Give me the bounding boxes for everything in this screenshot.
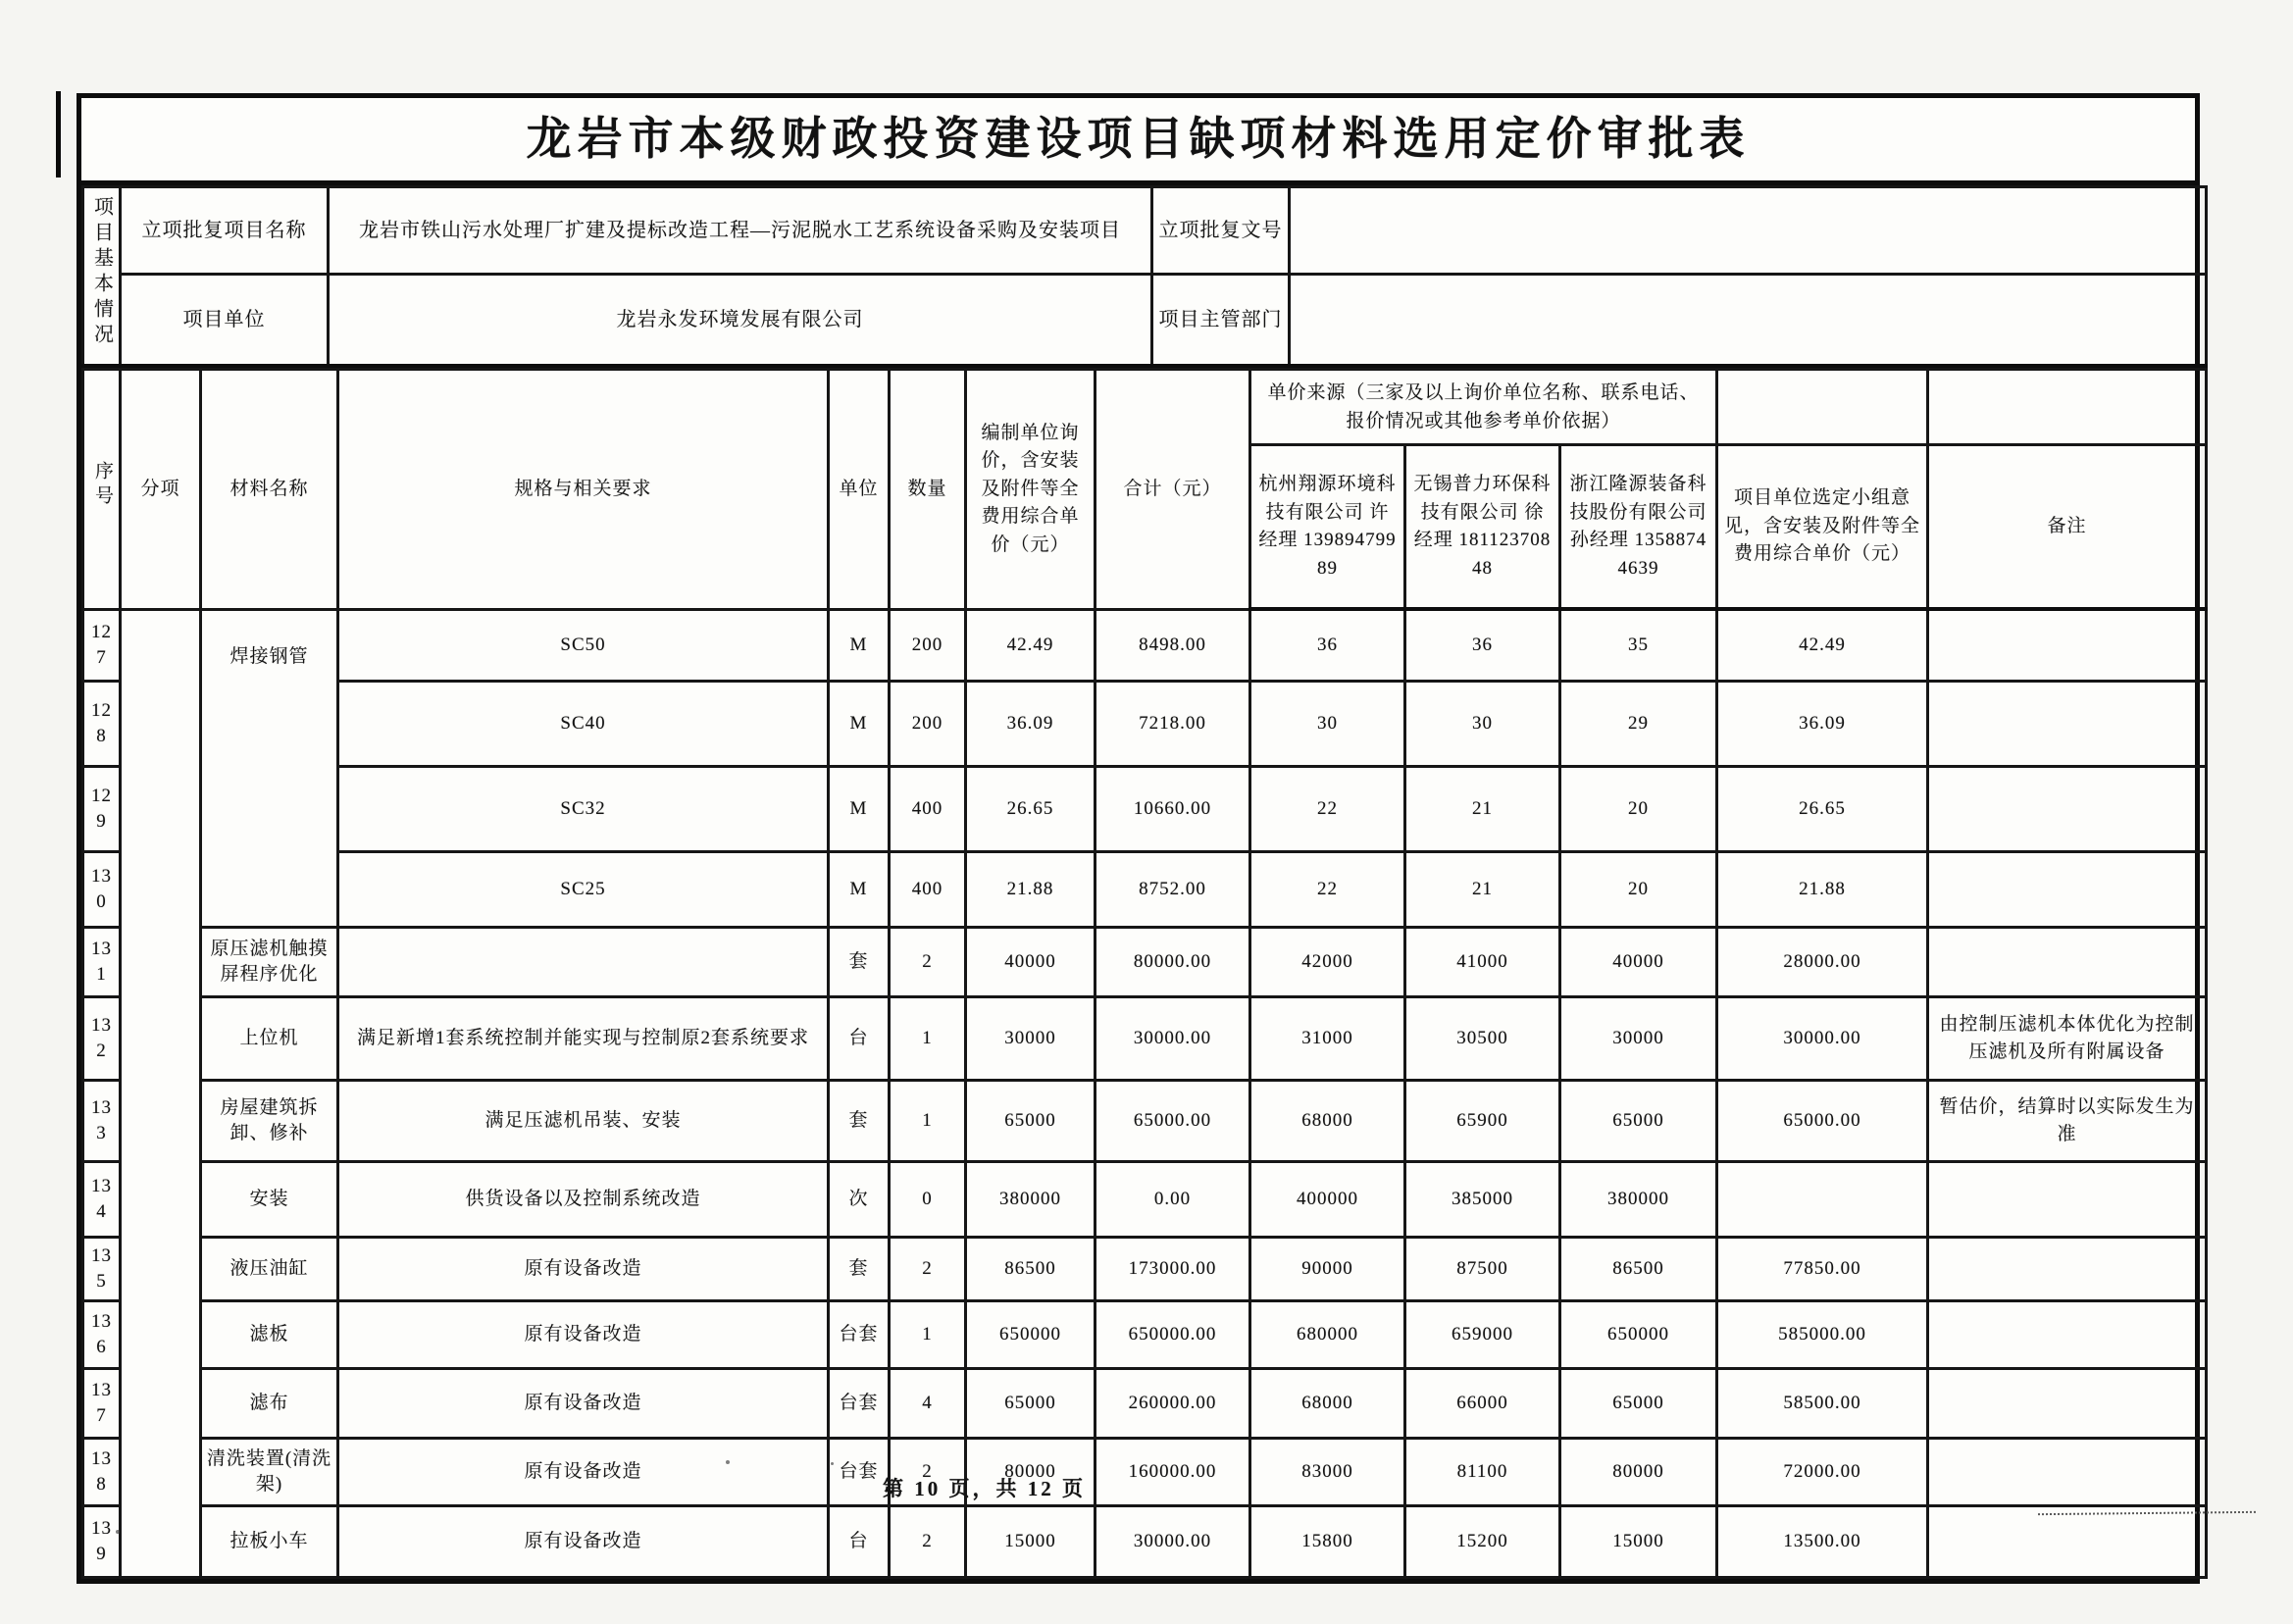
project-name-value: 龙岩市铁山污水处理厂扩建及提标改造工程—污泥脱水工艺系统设备采购及安装项目 [329, 187, 1152, 275]
scan-speck [116, 1530, 120, 1534]
cell-vendor3-quote: 650000 [1560, 1301, 1717, 1369]
cell-price: 80000 [966, 1439, 1096, 1506]
cell-qty: 2 [890, 1439, 966, 1506]
cell-remark [1928, 1162, 2207, 1238]
cell-selected-price [1717, 1162, 1928, 1238]
cell-vendor1-quote: 68000 [1250, 1081, 1405, 1162]
cell-vendor1-quote: 15800 [1250, 1506, 1405, 1578]
cell-unit: M [829, 609, 890, 682]
cell-spec: 供货设备以及控制系统改造 [338, 1162, 829, 1238]
cell-selected-price: 36.09 [1717, 682, 1928, 767]
cell-material: 滤布 [201, 1369, 338, 1439]
cell-vendor3-quote: 380000 [1560, 1162, 1717, 1238]
cell-vendor3-quote: 65000 [1560, 1081, 1717, 1162]
cell-total: 7218.00 [1096, 682, 1250, 767]
cell-qty: 1 [890, 1081, 966, 1162]
cell-total: 80000.00 [1096, 928, 1250, 997]
cell-remark [1928, 1369, 2207, 1439]
cell-remark [1928, 928, 2207, 997]
table-row [83, 767, 2207, 852]
cell-vendor2-quote: 21 [1405, 767, 1560, 852]
cell-unit: M [829, 682, 890, 767]
col-header-spec: 规格与相关要求 [338, 370, 829, 610]
table-row [83, 609, 2207, 682]
cell-total: 8498.00 [1096, 609, 1250, 682]
cell-selected-price: 42.49 [1717, 609, 1928, 682]
col-header-subitem: 分项 [121, 370, 201, 610]
cell-price: 15000 [966, 1506, 1096, 1578]
cell-qty: 4 [890, 1369, 966, 1439]
cell-price: 650000 [966, 1301, 1096, 1369]
cell-vendor3-quote: 29 [1560, 682, 1717, 767]
cell-remark [1928, 1439, 2207, 1506]
cell-price: 30000 [966, 997, 1096, 1081]
cell-selected-price: 65000.00 [1717, 1081, 1928, 1162]
cell-selected-price: 72000.00 [1717, 1439, 1928, 1506]
cell-unit: 台 [829, 1506, 890, 1578]
approval-no-value [1290, 187, 2207, 275]
cell-vendor3-quote: 65000 [1560, 1369, 1717, 1439]
cell-price: 21.88 [966, 852, 1096, 928]
cell-remark [1928, 609, 2207, 682]
cell-total: 10660.00 [1096, 767, 1250, 852]
cell-vendor3-quote: 15000 [1560, 1506, 1717, 1578]
cell-unit: 台 [829, 997, 890, 1081]
cell-total: 260000.00 [1096, 1369, 1250, 1439]
cell-seq: 138 [83, 1439, 121, 1506]
col-header-selected-spacer [1717, 370, 1928, 445]
cell-unit: 套 [829, 1081, 890, 1162]
col-header-vendor1: 杭州翔源环境科技有限公司 许经理 13989479989 [1250, 445, 1405, 610]
cell-seq: 133 [83, 1081, 121, 1162]
project-name-label: 立项批复项目名称 [121, 187, 329, 275]
cell-qty: 0 [890, 1162, 966, 1238]
cell-vendor3-quote: 20 [1560, 767, 1717, 852]
table-row [83, 928, 2207, 997]
cell-vendor3-quote: 35 [1560, 609, 1717, 682]
cell-remark [1928, 1238, 2207, 1301]
approval-form [76, 93, 2200, 1584]
col-header-vendor3: 浙江隆源装备科技股份有限公司 孙经理 13588744639 [1560, 445, 1717, 610]
cell-unit: 套 [829, 1238, 890, 1301]
cell-vendor2-quote: 385000 [1405, 1162, 1560, 1238]
col-header-remark-spacer [1928, 370, 2207, 445]
cell-seq: 131 [83, 928, 121, 997]
cell-unit: M [829, 852, 890, 928]
cell-vendor3-quote: 86500 [1560, 1238, 1717, 1301]
table-row [83, 852, 2207, 928]
section-label: 项目基本情况 [90, 195, 113, 349]
cell-spec: SC25 [338, 852, 829, 928]
col-header-vendor2: 无锡普力环保科技有限公司 徐经理 18112370848 [1405, 445, 1560, 610]
cell-selected-price: 13500.00 [1717, 1506, 1928, 1578]
cell-seq: 139 [83, 1506, 121, 1578]
table-row [83, 1162, 2207, 1238]
cell-price: 65000 [966, 1081, 1096, 1162]
cell-spec: 原有设备改造 [338, 1369, 829, 1439]
cell-total: 65000.00 [1096, 1081, 1250, 1162]
cell-vendor2-quote: 66000 [1405, 1369, 1560, 1439]
table-row [83, 682, 2207, 767]
cell-price: 86500 [966, 1238, 1096, 1301]
cell-remark [1928, 1301, 2207, 1369]
cell-vendor1-quote: 30 [1250, 682, 1405, 767]
cell-price: 380000 [966, 1162, 1096, 1238]
cell-seq: 128 [83, 682, 121, 767]
section-label-cell [83, 187, 121, 367]
col-header-material: 材料名称 [201, 370, 338, 610]
scan-edge-artifact [56, 91, 61, 178]
cell-unit: 台套 [829, 1301, 890, 1369]
cell-unit: 套 [829, 928, 890, 997]
table-row [83, 1301, 2207, 1369]
cell-selected-price: 30000.00 [1717, 997, 1928, 1081]
cell-total: 8752.00 [1096, 852, 1250, 928]
cell-qty: 2 [890, 928, 966, 997]
cell-selected-price: 28000.00 [1717, 928, 1928, 997]
cell-total: 30000.00 [1096, 997, 1250, 1081]
cell-vendor2-quote: 65900 [1405, 1081, 1560, 1162]
cell-vendor1-quote: 22 [1250, 767, 1405, 852]
cell-vendor1-quote: 400000 [1250, 1162, 1405, 1238]
cell-spec: 满足新增1套系统控制并能实现与控制原2套系统要求 [338, 997, 829, 1081]
col-header-qty: 数量 [890, 370, 966, 610]
cell-seq: 132 [83, 997, 121, 1081]
table-row [83, 1081, 2207, 1162]
cell-vendor3-quote: 80000 [1560, 1439, 1717, 1506]
cell-vendor1-quote: 42000 [1250, 928, 1405, 997]
cell-vendor2-quote: 659000 [1405, 1301, 1560, 1369]
cell-seq: 129 [83, 767, 121, 852]
cell-qty: 400 [890, 852, 966, 928]
cell-price: 42.49 [966, 609, 1096, 682]
cell-vendor2-quote: 36 [1405, 609, 1560, 682]
unit-label: 项目单位 [121, 275, 329, 367]
cell-spec: 原有设备改造 [338, 1439, 829, 1506]
scan-speck [831, 1462, 834, 1465]
page-title: 龙岩市本级财政投资建设项目缺项材料选用定价审批表 [81, 98, 2195, 185]
cell-selected-price: 585000.00 [1717, 1301, 1928, 1369]
col-header-unit: 单位 [829, 370, 890, 610]
table-row [83, 997, 2207, 1081]
cell-material: 安装 [201, 1162, 338, 1238]
table-row [83, 1439, 2207, 1506]
cell-vendor3-quote: 30000 [1560, 997, 1717, 1081]
table-row [83, 1369, 2207, 1439]
cell-price: 65000 [966, 1369, 1096, 1439]
cell-spec: SC32 [338, 767, 829, 852]
scan-speck [726, 1460, 730, 1464]
cell-material: 原压滤机触摸屏程序优化 [201, 928, 338, 997]
cell-unit: M [829, 767, 890, 852]
col-header-selected-price: 项目单位选定小组意见，含安装及附件等全费用综合单价（元） [1717, 445, 1928, 610]
cell-seq: 134 [83, 1162, 121, 1238]
approval-no-label: 立项批复文号 [1152, 187, 1290, 275]
cell-unit: 台套 [829, 1439, 890, 1506]
cell-vendor2-quote: 15200 [1405, 1506, 1560, 1578]
cell-vendor2-quote: 41000 [1405, 928, 1560, 997]
cell-qty: 2 [890, 1506, 966, 1578]
cell-total: 650000.00 [1096, 1301, 1250, 1369]
cell-seq: 136 [83, 1301, 121, 1369]
cell-material: 清洗装置(清洗架) [201, 1439, 338, 1506]
cell-material: 液压油缸 [201, 1238, 338, 1301]
cell-vendor1-quote: 36 [1250, 609, 1405, 682]
cell-total: 160000.00 [1096, 1439, 1250, 1506]
cell-seq: 137 [83, 1369, 121, 1439]
cell-material: 滤板 [201, 1301, 338, 1369]
cell-remark: 由控制压滤机本体优化为控制压滤机及所有附属设备 [1928, 997, 2207, 1081]
table-row [83, 1238, 2207, 1301]
cell-spec [338, 928, 829, 997]
cell-seq: 130 [83, 852, 121, 928]
cell-spec: 满足压滤机吊装、安装 [338, 1081, 829, 1162]
cell-price: 36.09 [966, 682, 1096, 767]
cell-vendor1-quote: 83000 [1250, 1439, 1405, 1506]
cell-selected-price: 58500.00 [1717, 1369, 1928, 1439]
cell-qty: 400 [890, 767, 966, 852]
cell-vendor2-quote: 21 [1405, 852, 1560, 928]
cell-vendor1-quote: 22 [1250, 852, 1405, 928]
cell-vendor3-quote: 20 [1560, 852, 1717, 928]
col-header-total: 合计（元） [1096, 370, 1250, 610]
cell-unit: 次 [829, 1162, 890, 1238]
cell-vendor1-quote: 90000 [1250, 1238, 1405, 1301]
cell-vendor1-quote: 68000 [1250, 1369, 1405, 1439]
cell-vendor2-quote: 81100 [1405, 1439, 1560, 1506]
cell-spec: SC50 [338, 609, 829, 682]
cell-remark [1928, 1506, 2207, 1578]
cell-remark [1928, 767, 2207, 852]
cell-subitem-group [121, 609, 201, 1578]
cell-spec: SC40 [338, 682, 829, 767]
cell-selected-price: 21.88 [1717, 852, 1928, 928]
cell-remark: 暂估价，结算时以实际发生为准 [1928, 1081, 2207, 1162]
cell-qty: 200 [890, 682, 966, 767]
dept-value [1290, 275, 2207, 367]
cell-seq: 127 [83, 609, 121, 682]
cell-vendor2-quote: 87500 [1405, 1238, 1560, 1301]
cell-spec: 原有设备改造 [338, 1301, 829, 1369]
cell-vendor1-quote: 31000 [1250, 997, 1405, 1081]
cell-total: 0.00 [1096, 1162, 1250, 1238]
cell-remark [1928, 852, 2207, 928]
cell-vendor2-quote: 30 [1405, 682, 1560, 767]
cell-vendor2-quote: 30500 [1405, 997, 1560, 1081]
cell-spec: 原有设备改造 [338, 1506, 829, 1578]
cell-material-group: 焊接钢管 [201, 609, 338, 928]
cell-spec: 原有设备改造 [338, 1238, 829, 1301]
cell-material: 房屋建筑拆卸、修补 [201, 1081, 338, 1162]
cell-qty: 200 [890, 609, 966, 682]
col-header-remark: 备注 [1928, 445, 2207, 610]
cell-total: 173000.00 [1096, 1238, 1250, 1301]
cell-selected-price: 77850.00 [1717, 1238, 1928, 1301]
page-number: 第 10 页，共 12 页 [883, 1477, 1086, 1500]
cell-remark [1928, 682, 2207, 767]
cell-qty: 1 [890, 997, 966, 1081]
cell-price: 40000 [966, 928, 1096, 997]
cell-unit: 台套 [829, 1369, 890, 1439]
dept-label: 项目主管部门 [1152, 275, 1290, 367]
cell-selected-price: 26.65 [1717, 767, 1928, 852]
col-header-seq-text: 序号 [91, 460, 113, 510]
cell-total: 30000.00 [1096, 1506, 1250, 1578]
cell-price: 26.65 [966, 767, 1096, 852]
cell-qty: 1 [890, 1301, 966, 1369]
cell-vendor3-quote: 40000 [1560, 928, 1717, 997]
col-header-inquiry-price: 编制单位询价，含安装及附件等全费用综合单价（元） [966, 370, 1096, 610]
cell-qty: 2 [890, 1238, 966, 1301]
unit-value: 龙岩永发环境发展有限公司 [329, 275, 1152, 367]
col-header-price-source: 单价来源（三家及以上询价单位名称、联系电话、报价情况或其他参考单价依据） [1250, 370, 1717, 445]
cell-material: 拉板小车 [201, 1506, 338, 1578]
table-row [83, 1506, 2207, 1578]
cell-material: 上位机 [201, 997, 338, 1081]
col-header-seq [83, 370, 121, 610]
pricing-table [81, 368, 2208, 1579]
cell-vendor1-quote: 680000 [1250, 1301, 1405, 1369]
project-info-table [81, 185, 2208, 368]
cell-seq: 135 [83, 1238, 121, 1301]
